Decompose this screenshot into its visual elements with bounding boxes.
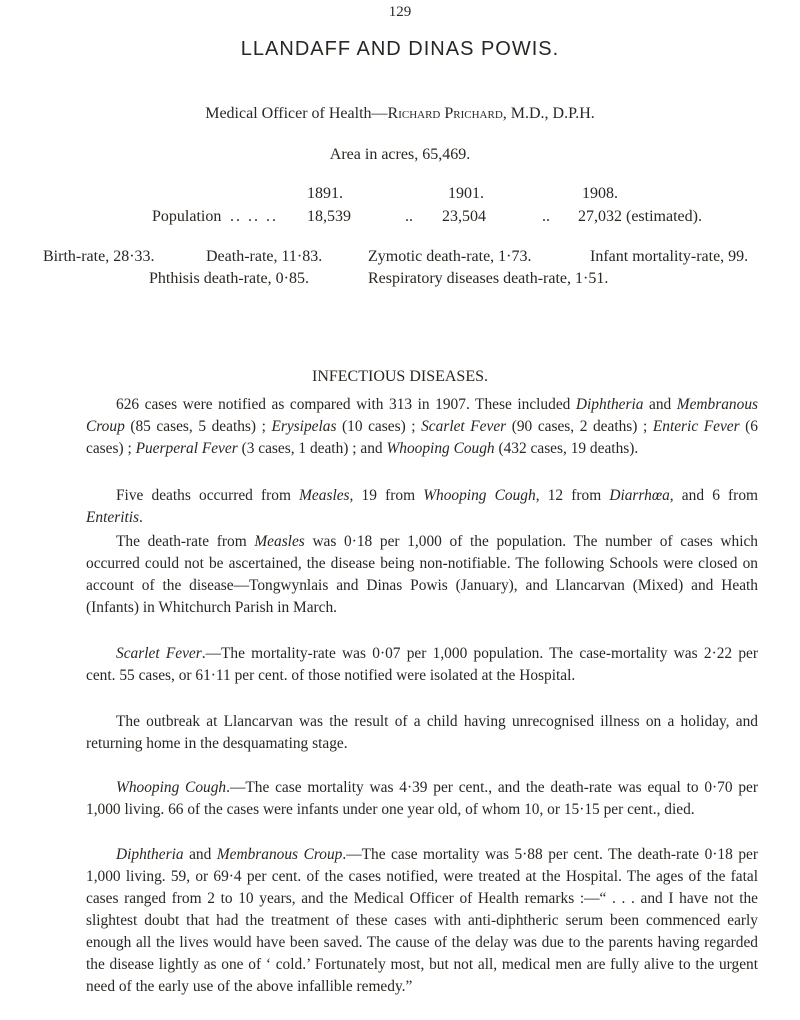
text: (3 cases, 1 death) ; and (237, 440, 387, 457)
text: (10 cases) ; (336, 418, 422, 435)
infant-mortality-rate: Infant mortality-rate, 99. (590, 248, 749, 265)
disease-name: Whooping Cough (116, 779, 227, 796)
population-leader-dots: .. .. .. (230, 208, 278, 225)
population-1908: 27,032 (estimated). (578, 208, 702, 225)
page-number: 129 (388, 4, 412, 20)
text: . (139, 509, 143, 526)
phthisis-rate: Phthisis death-rate, 0·85. (149, 270, 309, 287)
disease-name: Enteric Fever (652, 418, 740, 435)
disease-name: Enteritis (86, 509, 140, 526)
text: , 12 from (535, 487, 610, 504)
page-title: LLANDAFF AND DINAS POWIS. (240, 38, 560, 60)
text: (6 cases) ; (86, 418, 758, 457)
text: , and 6 from (669, 487, 758, 504)
disease-name: Membranous Croup (216, 846, 343, 863)
paragraph-whooping-cough (86, 777, 758, 821)
year-1901: 1901. (448, 185, 484, 202)
moh-name: Richard Prichard (387, 105, 503, 122)
disease-name: Whooping Cough (423, 487, 536, 504)
zymotic-rate: Zymotic death-rate, 1·73. (368, 248, 532, 265)
text: , 19 from (349, 487, 424, 504)
text: The death-rate from (116, 533, 255, 550)
disease-name: Puerperal Fever (135, 440, 238, 457)
population-sep-1: .. (405, 208, 413, 225)
text: .—The mortality-rate was 0·07 per 1,000 population. The case-mortality was 2·22 per cent. 55 cases, or 61·11 per cent. of those notified were isolated at the Hospital. (86, 645, 759, 684)
year-1891: 1891. (307, 185, 343, 202)
population-label: Population (152, 208, 222, 225)
section-heading: INFECTIOUS DISEASES. (311, 368, 488, 385)
moh-label: Medical Officer of Health— (205, 105, 388, 122)
disease-name: Measles (254, 533, 305, 550)
text: and (183, 846, 217, 863)
text: 626 cases were notified as compared with 313 in 1907. These included (116, 396, 576, 413)
paragraph-scarlet-fever (86, 643, 758, 687)
population-1901: 23,504 (442, 208, 486, 225)
text: .—The case mortality was 5·88 per cent. The death-rate 0·18 per 1,000 living. 59, or 69·4 per cent. of the cases notified, were treated at the Hospital. The ages of the fatal cases ranged from 2 to 10 years, and the Medical Officer of Health remarks :—“ . . . and I have not the slightest doubt that had the treatment of these cases with anti-diphtheric serum been commenced early enough all the lives would have been saved. The cause of the delay was due to the parents having regarded the disease lightly as one of ‘ cold.’ Fortunately most, but not all, medical men are fully alive to the urgent need of the early use of the above infallible remedy.” (86, 846, 759, 995)
disease-name: Scarlet Fever (116, 645, 202, 662)
text: was 0·18 per 1,000 of the population. The number of cases which occurred could not be ascertained, the disease being non-notifiable. The following Schools were closed on account of the disease—Tongwynlais and Dinas Powis (January), and Llancarvan (Mixed) and Heath (Infants) in Whitchurch Parish in March. (86, 533, 758, 616)
disease-name: Whooping Cough (386, 440, 495, 457)
paragraph-measles (86, 531, 758, 619)
respiratory-rate: Respiratory diseases death-rate, 1·51. (368, 270, 609, 287)
area-line: Area in acres, 65,469. (329, 146, 471, 163)
text: and (643, 396, 677, 413)
disease-name: Erysipelas (271, 418, 337, 435)
text: .—The case mortality was 4·39 per cent., and the death-rate was equal to 0·70 per 1,000 living. 66 of the cases were infants under one year old, of whom 10, or 15·15 per cent., died. (86, 779, 758, 818)
text: (85 cases, 5 deaths) ; (124, 418, 272, 435)
moh-quals: , M.D., D.P.H. (502, 105, 595, 122)
birth-rate: Birth-rate, 28·33. (43, 248, 155, 265)
disease-name: Measles (299, 487, 350, 504)
paragraph-deaths (86, 485, 758, 529)
text: Five deaths occurred from (116, 487, 300, 504)
disease-name: Membranous Croup (86, 396, 759, 435)
population-sep-2: .. (542, 208, 550, 225)
paragraph-llancarvan-outbreak (86, 711, 758, 755)
disease-name: Diarrhœa (609, 487, 670, 504)
population-1891: 18,539 (307, 208, 351, 225)
text: (432 cases, 19 deaths). (494, 440, 639, 457)
death-rate: Death-rate, 11·83. (206, 248, 323, 265)
text: (90 cases, 2 deaths) ; (506, 418, 653, 435)
paragraph-diphtheria (86, 844, 758, 998)
year-1908: 1908. (582, 185, 618, 202)
medical-officer-line (0, 105, 800, 123)
paragraph-notifications (86, 394, 758, 460)
disease-name: Diphtheria (116, 846, 184, 863)
disease-name: Scarlet Fever (421, 418, 507, 435)
disease-name: Diphtheria (575, 396, 644, 413)
text: The outbreak at Llancarvan was the result of a child having unrecognised illness on a holiday, and returning home in the desquamating stage. (86, 713, 758, 752)
